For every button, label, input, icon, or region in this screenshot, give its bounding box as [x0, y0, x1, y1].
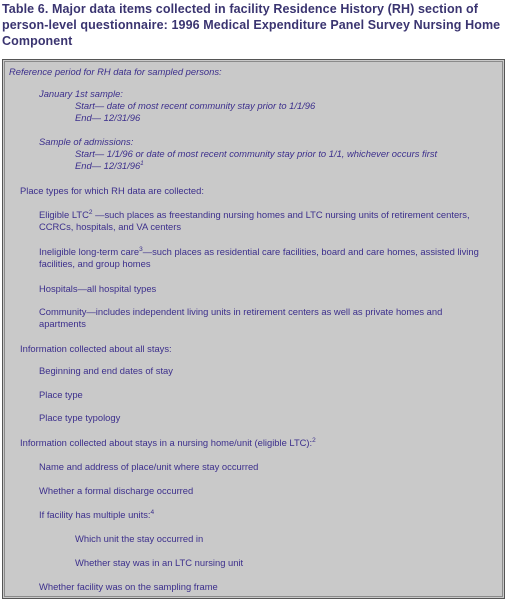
january-sample-label: January 1st sample:	[39, 88, 123, 99]
january-start: Start— date of most recent community stay prior to 1/1/96	[75, 100, 316, 111]
info-nursing-home-heading	[20, 437, 316, 449]
footnote-marker: 3	[139, 246, 143, 253]
admissions-start: Start— 1/1/96 or date of most recent community stay prior to 1/1, whichever occurs first	[75, 148, 438, 159]
multiple-units-item	[39, 509, 154, 521]
name-address-item: Name and address of place/unit where stay occurred	[39, 461, 259, 472]
ineligible-ltc-description: —such places as residential care facilities, board and care homes, assisted living facilities, and group homes	[39, 246, 479, 269]
multiple-units-text: If facility has multiple units:	[39, 509, 151, 520]
sampling-frame-item: Whether facility was on the sampling frame	[39, 581, 218, 592]
formal-discharge-item: Whether a formal discharge occurred	[39, 485, 194, 496]
eligible-ltc-item	[39, 209, 495, 233]
ineligible-ltc-label: Ineligible long-term care	[39, 246, 140, 257]
ineligible-ltc-item	[39, 246, 495, 270]
info-nursing-home-text: Information collected about stays in a nursing home/unit (eligible LTC):	[20, 437, 313, 448]
table-panel	[2, 59, 505, 599]
place-types-heading: Place types for which RH data are collected:	[20, 185, 204, 196]
table-title: Table 6. Major data items collected in facility Residence History (RH) section of person-level questionnaire: 1996 Medical Expenditure Panel Survey Nursing Home Component	[2, 2, 501, 48]
footnote-marker: 1	[140, 160, 144, 167]
admissions-end	[75, 160, 144, 172]
hospitals-item: Hospitals—all hospital types	[39, 283, 157, 294]
footnote-marker: 2	[88, 209, 93, 216]
eligible-ltc-description: —such places as freestanding nursing homes and LTC nursing units of retirement centers, CCRCs, hospitals, and VA centers	[39, 209, 470, 232]
place-type-item: Place type	[39, 389, 83, 400]
footnote-marker: 2	[312, 437, 316, 444]
admissions-sample-label: Sample of admissions:	[39, 136, 134, 147]
which-unit-item: Which unit the stay occurred in	[75, 533, 204, 544]
admissions-end-text: End— 12/31/96	[75, 160, 141, 171]
dates-of-stay-item: Beginning and end dates of stay	[39, 365, 173, 376]
eligible-ltc-label: Eligible LTC	[39, 209, 89, 220]
place-type-typology-item: Place type typology	[39, 412, 121, 423]
info-all-stays-heading: Information collected about all stays:	[20, 343, 172, 354]
reference-period-heading: Reference period for RH data for sampled persons:	[9, 66, 222, 77]
community-item: Community—includes independent living units in retirement centers as well as private homes and apartments	[39, 306, 443, 329]
footnote-marker: 4	[150, 509, 155, 516]
january-end: End— 12/31/96	[75, 112, 141, 123]
ltc-unit-item: Whether stay was in an LTC nursing unit	[75, 557, 244, 568]
